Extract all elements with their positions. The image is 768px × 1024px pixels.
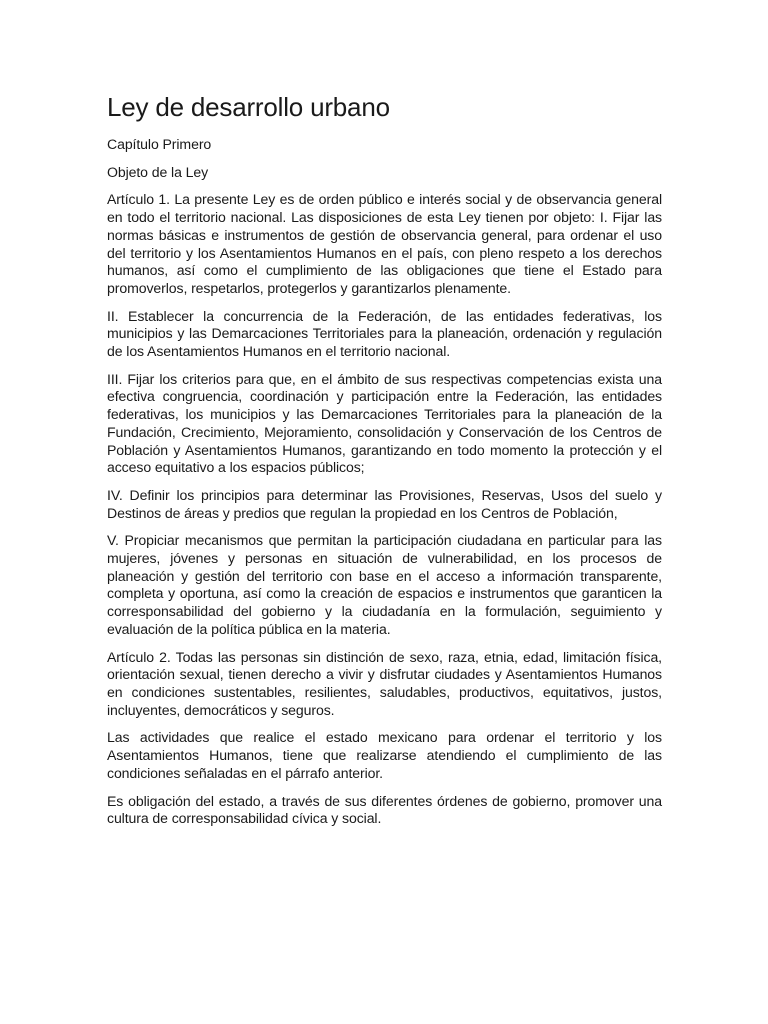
paragraph-fraction-iii: III. Fijar los criterios para que, en el ámbito de sus respectivas competencias exista una efectiva congruencia, coordinación y participación entre la Federación, las entidades federativas, los municipios y las Demarcaciones Territoriales para la planeación de la Fundación, Crecimiento, Mejoramiento, consolidación y Conservación de los Centros de Población y Asentamientos Humanos, garantizando en todo momento la protección y el acceso equitativo a los espacios públicos; — [107, 370, 662, 476]
paragraph-activities: Las actividades que realice el estado mexicano para ordenar el territorio y los Asentamientos Humanos, tiene que realizarse atendiendo el cumplimiento de las condiciones señaladas en el párrafo anterior. — [107, 729, 662, 781]
paragraph-fraction-v: V. Propiciar mecanismos que permitan la participación ciudadana en particular para las mujeres, jóvenes y personas en situación de vulnerabilidad, en los procesos de planeación y gestión del territorio con base en el acceso a información transparente, completa y oportuna, así como la creación de espacios e instrumentos que garanticen la corresponsabilidad del gobierno y la ciudadanía en la formulación, seguimiento y evaluación de la política pública en la materia. — [107, 532, 662, 637]
paragraph-fraction-ii: II. Establecer la concurrencia de la Federación, de las entidades federativas, los municipios y las Demarcaciones Territoriales para la planeación, ordenación y regulación de los Asentamientos Humanos en el territorio nacional. — [107, 307, 662, 360]
paragraph-obligation: Es obligación del estado, a través de sus diferentes órdenes de gobierno, promover una cultura de corresponsabilidad cívica y social. — [107, 792, 662, 827]
document-title: Ley de desarrollo urbano — [107, 92, 390, 122]
paragraph-article-2: Artículo 2. Todas las personas sin distinción de sexo, raza, etnia, edad, limitación física, orientación sexual, tienen derecho a vivir y disfrutar ciudades y Asentamientos Humanos en condiciones sustentables, resilientes, saludables, productivos, equitativos, justos, incluyentes, democráticos y seguros. — [107, 648, 662, 718]
document-page — [107, 90, 662, 838]
chapter-heading: Capítulo Primero — [107, 136, 212, 152]
paragraph-article-1: Artículo 1. La presente Ley es de orden público e interés social y de observancia general en todo el territorio nacional. Las disposiciones de esta Ley tienen por objeto: I. Fijar las normas básicas e instrumentos de gestión de observancia general, para ordenar el uso del territorio y los Asentamientos Humanos en el país, con pleno respeto a los derechos humanos, así como el cumplimiento de las obligaciones que tiene el Estado para promoverlos, respetarlos, protegerlos y garantizarlos plenamente. — [107, 191, 662, 296]
section-heading: Objeto de la Ley — [107, 163, 209, 180]
paragraph-fraction-iv: IV. Definir los principios para determinar las Provisiones, Reservas, Usos del suelo y Destinos de áreas y predios que regulan la propiedad en los Centros de Población, — [107, 486, 662, 521]
